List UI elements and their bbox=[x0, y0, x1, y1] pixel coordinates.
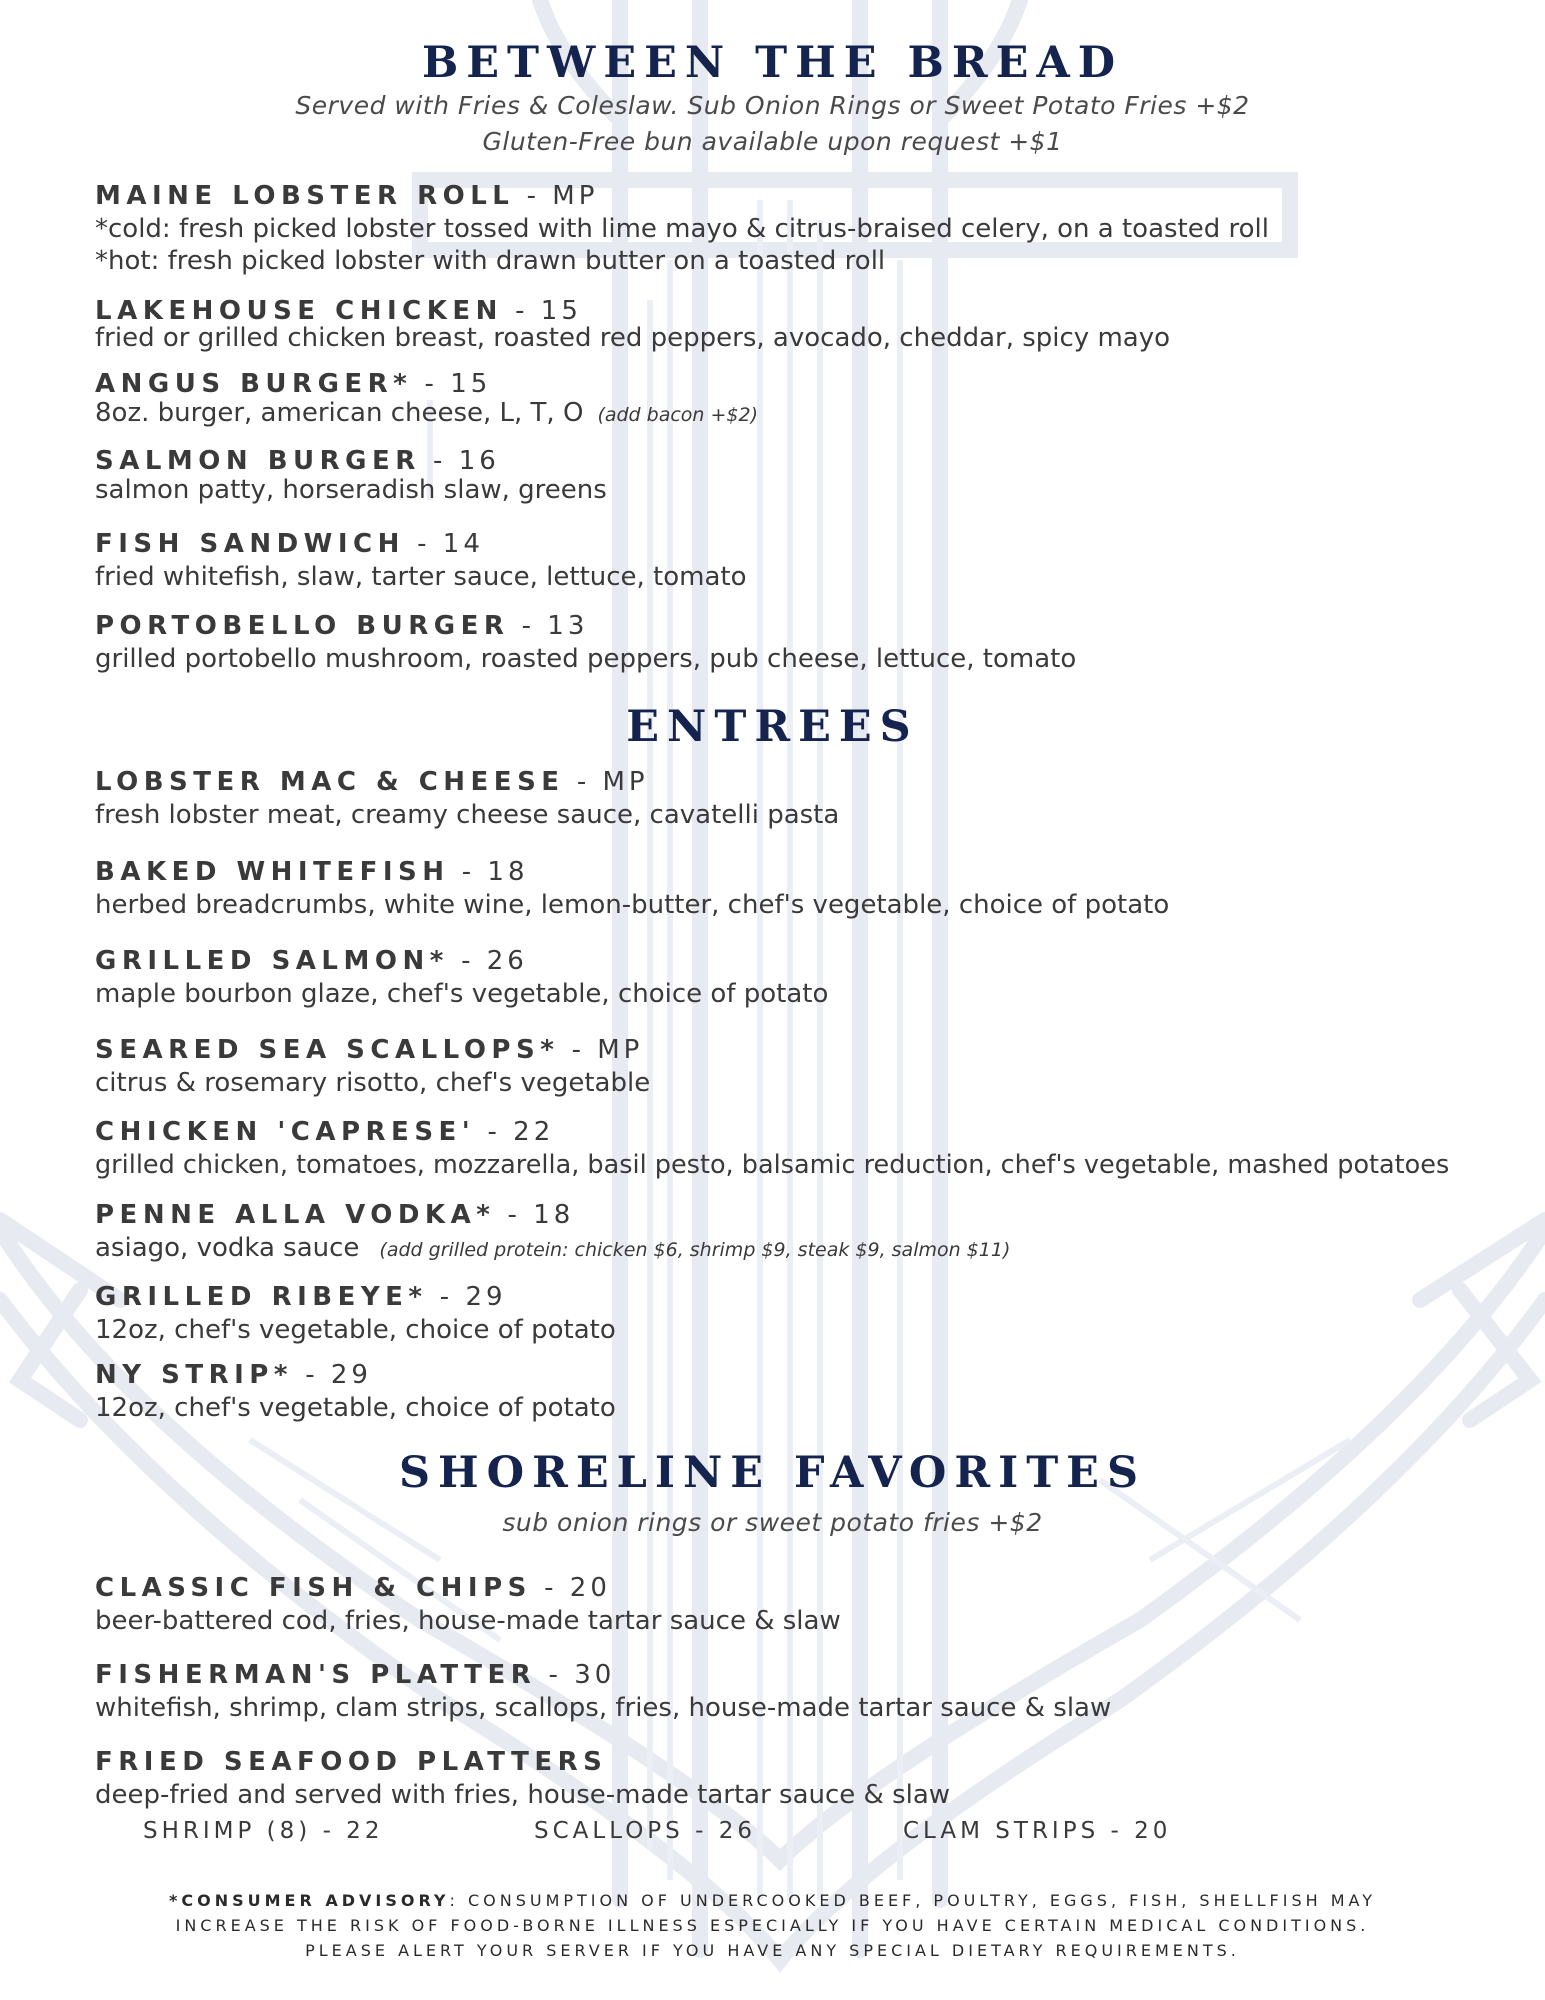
item-description-cold: *cold: fresh picked lobster tossed with lime mayo & citrus-braised celery, on a toasted roll bbox=[95, 214, 1269, 244]
item-price: - 29 bbox=[292, 1360, 372, 1390]
item-description-hot: *hot: fresh picked lobster with drawn butter on a toasted roll bbox=[95, 246, 886, 276]
item-name: FRIED SEAFOOD PLATTERS bbox=[95, 1747, 608, 1777]
item-description: fried or grilled chicken breast, roasted red peppers, avocado, cheddar, spicy mayo bbox=[95, 323, 1171, 353]
item-description: 8oz. burger, american cheese, L, T, O bbox=[95, 398, 584, 428]
item-name: GRILLED SALMON* bbox=[95, 946, 449, 976]
item-price: - 14 bbox=[404, 529, 484, 559]
item-description: fresh lobster meat, creamy cheese sauce, cavatelli pasta bbox=[95, 800, 840, 830]
menu-item-baked-whitefish bbox=[95, 856, 1535, 922]
menu-item-grilled-ribeye bbox=[95, 1281, 1535, 1347]
section-title-entrees: ENTREES bbox=[626, 702, 919, 752]
item-note: (add grilled protein: chicken $6, shrimp $9, steak $9, salmon $11) bbox=[379, 1239, 1011, 1261]
menu-item-grilled-salmon bbox=[95, 945, 1535, 1011]
menu-item-portobello-burger bbox=[95, 610, 1535, 676]
item-name: LAKEHOUSE CHICKEN bbox=[95, 296, 503, 326]
item-description: beer-battered cod, fries, house-made tartar sauce & slaw bbox=[95, 1606, 841, 1636]
item-price: - 15 bbox=[502, 296, 582, 326]
item-price: - 13 bbox=[509, 611, 589, 641]
platter-option-scallops: SCALLOPS - 26 bbox=[534, 1818, 756, 1844]
menu-item-classic-fish-chips bbox=[95, 1572, 1535, 1638]
section-title-between-the-bread: BETWEEN THE BREAD bbox=[421, 38, 1124, 88]
item-description: maple bourbon glaze, chef's vegetable, choice of potato bbox=[95, 979, 829, 1009]
item-price: - 15 bbox=[412, 369, 492, 399]
item-price: - 18 bbox=[449, 857, 529, 887]
menu-item-fish-sandwich bbox=[95, 528, 1535, 594]
item-price: - 30 bbox=[536, 1660, 616, 1690]
item-description: fried whitefish, slaw, tarter sauce, lettuce, tomato bbox=[95, 562, 747, 592]
item-price: - MP bbox=[564, 767, 649, 797]
menu-item-salmon-burger bbox=[95, 445, 1535, 507]
advisory-line-2: INCREASE THE RISK OF FOOD-BORNE ILLNESS ESPECIALLY IF YOU HAVE CERTAIN MEDICAL CONDITIONS. bbox=[175, 1916, 1370, 1935]
platter-option-clam-strips: CLAM STRIPS - 20 bbox=[903, 1818, 1172, 1844]
item-note: (add bacon +$2) bbox=[597, 404, 759, 426]
advisory-line-1: : CONSUMPTION OF UNDERCOOKED BEEF, POULTRY, EGGS, FISH, SHELLFISH MAY bbox=[449, 1891, 1377, 1910]
menu-item-chicken-caprese bbox=[95, 1116, 1535, 1182]
item-description: asiago, vodka sauce bbox=[95, 1233, 360, 1263]
item-name: CLASSIC FISH & CHIPS bbox=[95, 1573, 532, 1603]
item-description: 12oz, chef's vegetable, choice of potato bbox=[95, 1393, 616, 1423]
advisory-heading: *CONSUMER ADVISORY bbox=[168, 1891, 450, 1910]
item-price: - 20 bbox=[531, 1573, 611, 1603]
menu-item-fishermans-platter bbox=[95, 1659, 1535, 1725]
item-price: - 26 bbox=[448, 946, 528, 976]
section-subtitle-sides: sub onion rings or sweet potato fries +$2 bbox=[502, 1508, 1043, 1537]
section-title-shoreline-favorites: SHORELINE FAVORITES bbox=[398, 1448, 1147, 1498]
item-price: - MP bbox=[514, 181, 599, 211]
item-price: - 18 bbox=[495, 1200, 575, 1230]
item-name: LOBSTER MAC & CHEESE bbox=[95, 767, 565, 797]
item-description: grilled chicken, tomatoes, mozzarella, basil pesto, balsamic reduction, chef's vegetable, mashed potatoes bbox=[95, 1150, 1450, 1180]
item-price: - 16 bbox=[420, 446, 500, 476]
item-name: MAINE LOBSTER ROLL bbox=[95, 181, 515, 211]
item-name: GRILLED RIBEYE* bbox=[95, 1282, 428, 1312]
item-price: - MP bbox=[559, 1035, 644, 1065]
section-subtitle-gluten-free: Gluten-Free bun available upon request +$1 bbox=[482, 127, 1063, 156]
section-subtitle-sides: Served with Fries & Coleslaw. Sub Onion Rings or Sweet Potato Fries +$2 bbox=[295, 91, 1250, 120]
consumer-advisory bbox=[0, 1888, 1545, 1963]
item-description: whitefish, shrimp, clam strips, scallops, fries, house-made tartar sauce & slaw bbox=[95, 1693, 1112, 1723]
item-description: 12oz, chef's vegetable, choice of potato bbox=[95, 1315, 616, 1345]
menu-item-penne-alla-vodka bbox=[95, 1199, 1535, 1267]
item-price: - 22 bbox=[475, 1117, 555, 1147]
item-name: BAKED WHITEFISH bbox=[95, 857, 450, 887]
platter-option-shrimp: SHRIMP (8) - 22 bbox=[143, 1818, 384, 1844]
item-description: deep-fried and served with fries, house-made tartar sauce & slaw bbox=[95, 1780, 951, 1810]
menu-item-lakehouse-chicken bbox=[95, 295, 1535, 355]
item-name: PORTOBELLO BURGER bbox=[95, 611, 510, 641]
item-description: citrus & rosemary risotto, chef's vegetable bbox=[95, 1068, 651, 1098]
item-name: SALMON BURGER bbox=[95, 446, 421, 476]
menu-item-fried-seafood-platters bbox=[95, 1746, 1535, 1812]
menu-item-lobster-mac-cheese bbox=[95, 766, 1535, 832]
item-description: herbed breadcrumbs, white wine, lemon-butter, chef's vegetable, choice of potato bbox=[95, 890, 1170, 920]
item-description: salmon patty, horseradish slaw, greens bbox=[95, 475, 607, 505]
item-name: FISH SANDWICH bbox=[95, 529, 405, 559]
item-price: - 29 bbox=[427, 1282, 507, 1312]
item-name: FISHERMAN'S PLATTER bbox=[95, 1660, 537, 1690]
item-name: SEARED SEA SCALLOPS* bbox=[95, 1035, 560, 1065]
item-name: NY STRIP* bbox=[95, 1360, 293, 1390]
item-name: CHICKEN 'CAPRESE' bbox=[95, 1117, 476, 1147]
advisory-line-3: PLEASE ALERT YOUR SERVER IF YOU HAVE ANY SPECIAL DIETARY REQUIREMENTS. bbox=[305, 1941, 1240, 1960]
item-name: PENNE ALLA VODKA* bbox=[95, 1200, 496, 1230]
menu-item-angus-burger bbox=[95, 368, 1535, 432]
menu-item-ny-strip bbox=[95, 1359, 1535, 1425]
item-description: grilled portobello mushroom, roasted peppers, pub cheese, lettuce, tomato bbox=[95, 644, 1077, 674]
item-name: ANGUS BURGER* bbox=[95, 369, 413, 399]
menu-item-seared-sea-scallops bbox=[95, 1034, 1535, 1100]
menu-item-maine-lobster-roll bbox=[95, 180, 1535, 278]
